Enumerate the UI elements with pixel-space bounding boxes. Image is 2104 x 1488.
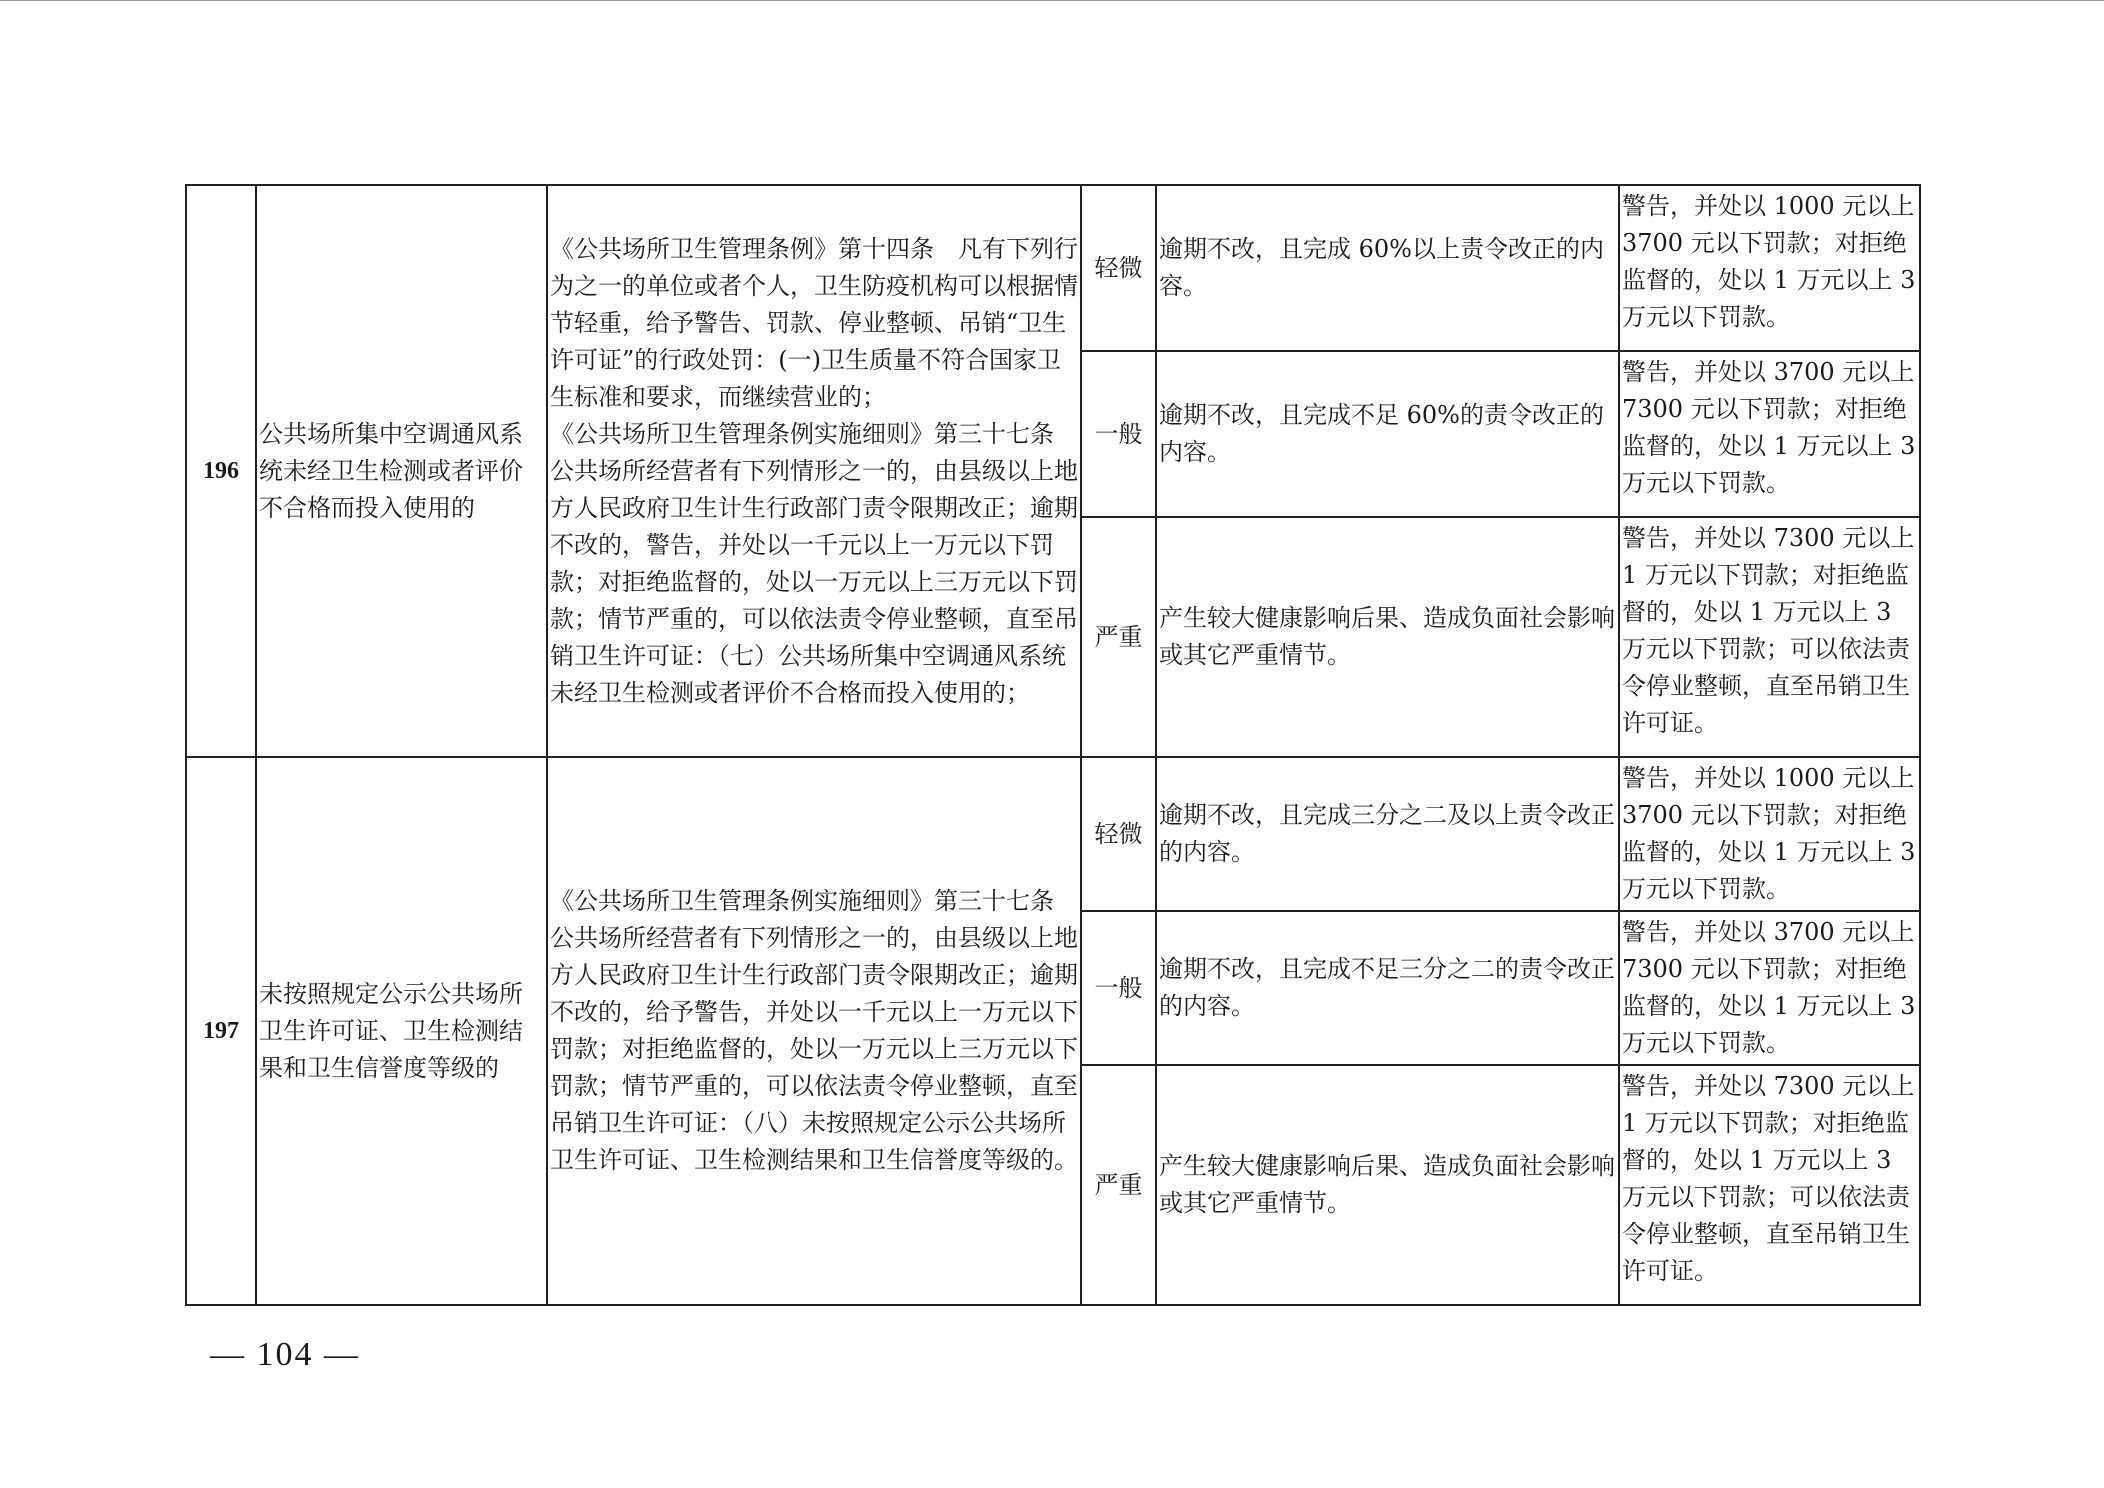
page-number: — 104 —	[210, 1336, 360, 1373]
circumstance: 逾期不改，且完成不足三分之二的责令改正的内容。	[1156, 911, 1619, 1065]
penalty-standard: 警告，并处以 7300 元以上 1 万元以下罚款；对拒绝监督的，处以 1 万元以上 3 万元以下罚款；可以依法责令停业整顿，直至吊销卫生许可证。	[1619, 1065, 1920, 1305]
penalty-standard: 警告，并处以 3700 元以上 7300 元以下罚款；对拒绝监督的，处以 1 万元以上 3 万元以下罚款。	[1619, 911, 1920, 1065]
violation-item: 公共场所集中空调通风系统未经卫生检测或者评价不合格而投入使用的	[256, 185, 547, 757]
table-row	[186, 185, 1920, 351]
severity-level: 一般	[1081, 911, 1156, 1065]
severity-level: 轻微	[1081, 757, 1156, 911]
severity-level: 严重	[1081, 517, 1156, 757]
basis-paragraph: 《公共场所卫生管理条例实施细则》第三十七条 公共场所经营者有下列情形之一的，由县级以上地方人民政府卫生计生行政部门责令限期改正；逾期不改的，警告，并处以一千元以上一万元以下罚款；对拒绝监督的，处以一万元以上三万元以下罚款；情节严重的，可以依法责令停业整顿，直至吊销卫生许可证：（七）公共场所集中空调通风系统未经卫生检测或者评价不合格而投入使用的；	[550, 419, 1078, 707]
circumstance: 逾期不改，且完成不足 60%的责令改正的内容。	[1156, 351, 1619, 517]
circumstance: 逾期不改，且完成三分之二及以上责令改正的内容。	[1156, 757, 1619, 911]
severity-level: 严重	[1081, 1065, 1156, 1305]
legal-basis	[547, 185, 1081, 757]
penalty-standard-table	[185, 184, 1921, 1306]
violation-item: 未按照规定公示公共场所卫生许可证、卫生检测结果和卫生信誉度等级的	[256, 757, 547, 1305]
legal-basis	[547, 757, 1081, 1305]
severity-level: 一般	[1081, 351, 1156, 517]
top-rule	[0, 0, 2104, 1]
basis-paragraph: 《公共场所卫生管理条例实施细则》第三十七条 公共场所经营者有下列情形之一的，由县级以上地方人民政府卫生计生行政部门责令限期改正；逾期不改的，给予警告，并处以一千元以上一万元以下罚款；对拒绝监督的，处以一万元以上三万元以下罚款；情节严重的，可以依法责令停业整顿，直至吊销卫生许可证：（八）未按照规定公示公共场所卫生许可证、卫生检测结果和卫生信誉度等级的。	[550, 887, 1078, 1174]
row-number: 196	[186, 185, 256, 757]
circumstance: 产生较大健康影响后果、造成负面社会影响或其它严重情节。	[1156, 517, 1619, 757]
penalty-standard: 警告，并处以 3700 元以上 7300 元以下罚款；对拒绝监督的，处以 1 万元以上 3 万元以下罚款。	[1619, 351, 1920, 517]
penalty-standard: 警告，并处以 1000 元以上 3700 元以下罚款；对拒绝监督的，处以 1 万元以上 3 万元以下罚款。	[1619, 757, 1920, 911]
basis-paragraph: 《公共场所卫生管理条例》第十四条 凡有下列行为之一的单位或者个人，卫生防疫机构可以根据情节轻重，给予警告、罚款、停业整顿、吊销“卫生许可证”的行政处罚：(一)卫生质量不符合国家卫生标准和要求，而继续营业的；	[550, 234, 1078, 411]
circumstance: 逾期不改，且完成 60%以上责令改正的内容。	[1156, 185, 1619, 351]
penalty-standard: 警告，并处以 7300 元以上 1 万元以下罚款；对拒绝监督的，处以 1 万元以上 3 万元以下罚款；可以依法责令停业整顿，直至吊销卫生许可证。	[1619, 517, 1920, 757]
row-number: 197	[186, 757, 256, 1305]
circumstance: 产生较大健康影响后果、造成负面社会影响或其它严重情节。	[1156, 1065, 1619, 1305]
table-row	[186, 757, 1920, 911]
severity-level: 轻微	[1081, 185, 1156, 351]
penalty-standard: 警告，并处以 1000 元以上 3700 元以下罚款；对拒绝监督的，处以 1 万元以上 3 万元以下罚款。	[1619, 185, 1920, 351]
